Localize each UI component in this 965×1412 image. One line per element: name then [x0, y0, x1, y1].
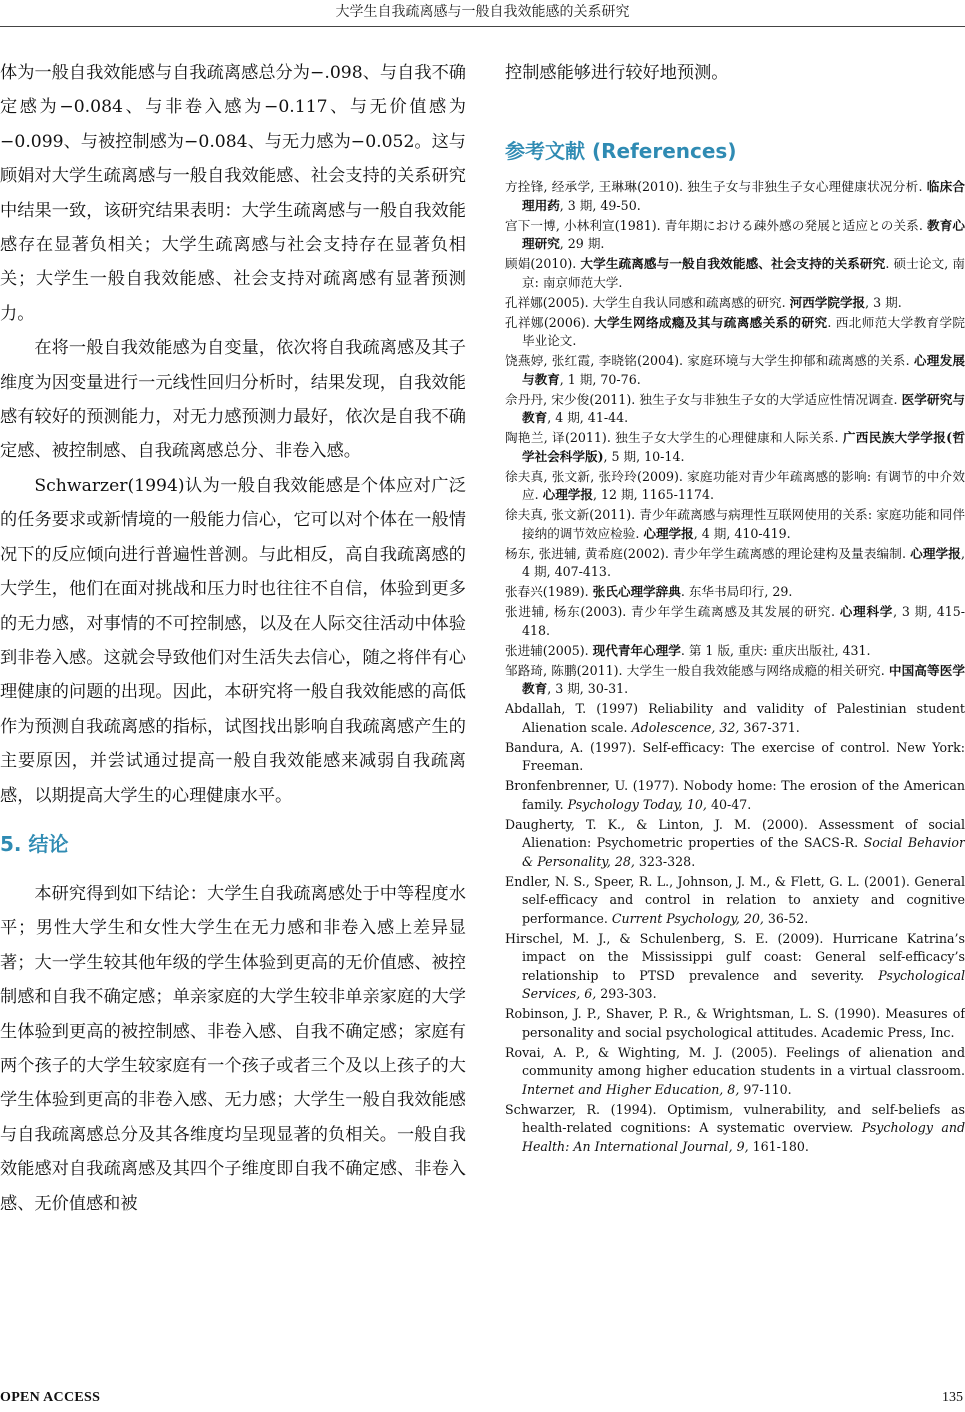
reference-item	[505, 352, 965, 389]
reference-item	[505, 700, 965, 737]
reference-text: 孔祥娜(2006).	[505, 314, 595, 330]
reference-text: 张春兴(1989).	[505, 584, 593, 600]
reference-details: , 4 期, 407-413.	[522, 545, 965, 580]
reference-details: . 西北师范大学教育学院毕业论文.	[522, 314, 965, 349]
reference-details: , 4 期, 41-44.	[547, 410, 629, 426]
reference-details: , 3 期.	[865, 294, 902, 310]
reference-journal: Psychological Services, 6,	[522, 967, 965, 1002]
reference-text: 孔祥娜(2005). 大学生自我认同感和疏离感的研究.	[505, 294, 790, 310]
reference-text: 杨东, 张进辅, 黄希庭(2002). 青少年学生疏离感的理论建构及量表编制.	[505, 545, 911, 561]
open-access-label: OPEN ACCESS	[0, 1390, 101, 1405]
body-paragraph: 在将一般自我效能感为自变量，依次将自我疏离感及其子维度为因变量进行一元线性回归分析时，结果发现，自我效能感有较好的预测能力，对无力感预测力最好，依次是自我不确定感、被控制感、自我疏离感总分、非卷入感。	[0, 338, 466, 462]
reference-details: . 硕士论文, 南京: 南京师范大学.	[522, 256, 965, 290]
reference-text: 张进辅(2005).	[505, 642, 593, 658]
reference-journal: 心理学报	[542, 487, 593, 503]
reference-details: , 3 期, 49-50.	[559, 197, 641, 213]
reference-text: 邹路琦, 陈鹏(2011). 大学生一般自我效能感与网络成瘾的相关研究.	[505, 662, 889, 678]
body-paragraph: 体为一般自我效能感与自我疏离感总分为−.098、与自我不确定感为−0.084、与非卷入感为−0.117、与无价值感为−0.099、与被控制感为−0.084、与无力感为−0.052。这与顾娟对大学生疏离感与一般自我效能感、社会支持的关系研究中结果一致，该研究结果表明：大学生疏离感与一般自我效能感存在显著负相关；大学生疏离感与社会支持存在显著负相关；大学生一般自我效能感、社会支持对疏离感有显著预测力。	[0, 63, 466, 324]
body-paragraph: 本研究得到如下结论：大学生自我疏离感处于中等程度水平；男性大学生和女性大学生在无力感和非卷入感上差异显著；大一学生较其他年级的学生体验到更高的无价值感、被控制感和自我不确定感；单亲家庭的大学生较非单亲家庭的大学生体验到更高的被控制感、非卷入感、自我不确定感；家庭有两个孩子的大学生较家庭有一个孩子或者三个及以上孩子的大学生体验到更高的非卷入感、无力感；大学生一般自我效能感与自我疏离感总分及其各维度均呈现显著的负相关。一般自我效能感对自我疏离感及其四个子维度即自我不确定感、非卷入感、无价值感和被	[0, 883, 466, 1214]
reference-item	[505, 930, 965, 1004]
reference-text: 佘丹丹, 宋少俊(2011). 独生子女与非独生子女的大学适应性情况调查.	[505, 391, 902, 407]
reference-details: 97-110.	[739, 1081, 792, 1097]
reference-details: , 5 期, 10-14.	[603, 448, 685, 464]
reference-item	[505, 468, 965, 505]
header-rule	[0, 26, 965, 27]
reference-text: Endler, N. S., Speer, R. L., Johnson, J. M., & Flett, G. L. (2001). General self-efficacy and control in relation to anxiety and cognitive performance.	[505, 873, 965, 926]
reference-journal: Adolescence, 32,	[631, 719, 740, 735]
reference-text: Daugherty, T. K., & Linton, J. M. (2000). Assessment of social Alienation: Psychometric properties of the SACS-R.	[505, 816, 965, 851]
reference-text: 徐夫真, 张文新, 张玲玲(2009). 家庭功能对青少年疏离感的影响: 有调节的中介效应.	[505, 468, 965, 503]
reference-journal: 心理学报	[643, 525, 694, 541]
reference-item	[505, 217, 965, 254]
reference-item	[505, 603, 965, 640]
reference-item	[505, 391, 965, 428]
reference-journal: 临床合理用药	[522, 179, 965, 213]
reference-text: Bandura, A. (1997). Self-efficacy: The exercise of control. New York: Freeman.	[505, 739, 965, 774]
reference-journal: 大学生疏离感与一般自我效能感、社会支持的关系研究	[580, 256, 886, 272]
reference-details: , 1 期, 70-76.	[559, 371, 641, 387]
body-paragraph-continuation: 控制感能够进行较好地预测。	[505, 63, 729, 83]
page-number: 135	[942, 1390, 963, 1405]
reference-item	[505, 777, 965, 814]
reference-item	[505, 178, 965, 215]
reference-item	[505, 255, 965, 292]
references-title: 参考文献 (References)	[505, 139, 737, 164]
reference-item	[505, 506, 965, 543]
reference-journal: Social Behavior & Personality, 28,	[522, 835, 965, 869]
reference-item	[505, 429, 965, 466]
reference-details: 36-52.	[763, 910, 809, 926]
reference-details: , 29 期.	[559, 236, 605, 252]
section-title: 5. 结论	[0, 831, 69, 856]
reference-details: , 3 期, 30-31.	[547, 681, 629, 697]
reference-details: 161-180.	[748, 1138, 809, 1154]
reference-item	[505, 1044, 965, 1100]
reference-text: 方拴锋, 经承学, 王琳琳(2010). 独生子女与非独生子女心理健康状况分析.	[505, 179, 927, 195]
reference-item	[505, 642, 965, 661]
reference-item	[505, 583, 965, 602]
reference-item	[505, 873, 965, 929]
reference-journal: 大学生网络成瘾及其与疏离感关系的研究	[594, 314, 828, 330]
reference-journal: 医学研究与教育	[522, 391, 965, 426]
reference-item	[505, 545, 965, 582]
reference-journal: Psychology and Health: An International Journal, 9,	[522, 1120, 965, 1154]
reference-item	[505, 1101, 965, 1157]
reference-text: Robinson, J. P., Shaver, P. R., & Wrightsman, L. S. (1990). Measures of personality and social psychological attitudes. Academic Press, Inc.	[505, 1006, 965, 1040]
reference-text: Bronfenbrenner, U. (1977). Nobody home: The erosion of the American family.	[505, 778, 965, 812]
right-column	[505, 56, 965, 1158]
reference-text: 宫下一博, 小林利宣(1981). 青年期における疎外感の発展と适应との关系.	[505, 217, 927, 233]
reference-details: . 第 1 版, 重庆: 重庆出版社, 431.	[680, 642, 871, 658]
reference-journal: 张氏心理学辞典	[592, 584, 681, 600]
reference-text: 陶艳兰, 译(2011). 独生子女大学生的心理健康和人际关系.	[505, 430, 843, 446]
reference-journal: 广西民族大学学报(哲学社会科学版)	[522, 430, 965, 464]
reference-journal: 现代青年心理学	[592, 642, 681, 658]
reference-text: 张进辅, 杨东(2003). 青少年学生疏离感及其发展的研究.	[505, 604, 840, 620]
reference-details: 323-328.	[634, 853, 696, 869]
reference-journal: Psychology Today, 10,	[567, 796, 707, 812]
left-column	[0, 56, 466, 1221]
reference-details: , 4 期, 410-419.	[693, 525, 791, 541]
reference-item	[505, 294, 965, 313]
reference-text: Rovai, A. P., & Wighting, M. J. (2005). Feelings of alienation and community among higher education students in a virtual classroom.	[505, 1044, 965, 1079]
reference-text: 饶燕婷, 张红霞, 李晓铭(2004). 家庭环境与大学生抑郁和疏离感的关系.	[505, 353, 914, 369]
body-paragraph: Schwarzer(1994)认为一般自我效能感是个体应对广泛的任务要求或新情境的一般能力信心，它可以对个体在一般情况下的反应倾向进行普遍性普测。与此相反，高自我疏离感的大学生，他们在面对挑战和压力时也往往不自信，体验到更多的无力感，对事情的不可控制感，以及在人际交往活动中体验到非卷入感。这就会导致他们对生活失去信心，随之将伴有心理健康的问题的出现。因此，本研究将一般自我效能感的高低作为预测自我疏离感的指标，试图找出影响自我疏离感产生的主要原因，并尝试通过提高一般自我效能感来减弱自我疏离感，以期提高大学生的心理健康水平。	[0, 475, 466, 806]
reference-text: Schwarzer, R. (1994). Optimism, vulnerability, and self-beliefs as health-related cognitions: A systematic overview.	[505, 1101, 965, 1136]
reference-details: . 东华书局印行, 29.	[680, 584, 793, 600]
reference-journal: 河西学院学报	[789, 294, 866, 310]
reference-journal: 心理发展与教育	[522, 353, 965, 387]
reference-journal: 教育心理研究	[522, 217, 965, 252]
reference-item	[505, 739, 965, 776]
reference-details: , 12 期, 1165-1174.	[592, 487, 714, 503]
reference-item	[505, 314, 965, 351]
reference-text: 徐夫真, 张文新(2011). 青少年疏离感与病理性互联网使用的关系: 家庭功能和同伴接纳的调节效应检验.	[505, 507, 965, 541]
reference-text: 顾娟(2010).	[505, 256, 581, 272]
reference-journal: 心理学报	[910, 545, 961, 561]
reference-list	[505, 178, 965, 1156]
reference-item	[505, 662, 965, 699]
reference-text: Hirschel, M. J., & Schulenberg, S. E. (2009). Hurricane Katrina’s impact on the Mississippi gulf coast: General self-efficacy’s relationship to PTSD prevalence and severity.	[505, 930, 965, 983]
reference-details: 367-371.	[739, 719, 800, 735]
reference-details: , 3 期, 415-418.	[522, 604, 965, 638]
reference-journal: Current Psychology, 20,	[611, 910, 764, 926]
reference-details: 40-47.	[706, 796, 752, 812]
reference-journal: Internet and Higher Education, 8,	[522, 1081, 740, 1097]
running-title: 大学生自我疏离感与一般自我效能感的关系研究	[335, 4, 630, 20]
reference-journal: 心理科学	[839, 604, 894, 620]
reference-details: 293-303.	[596, 986, 657, 1002]
reference-journal: 中国高等医学教育	[522, 662, 965, 697]
reference-text: Abdallah, T. (1997) Reliability and validity of Palestinian student Alienation scale.	[505, 701, 965, 735]
reference-item	[505, 1005, 965, 1042]
reference-item	[505, 816, 965, 872]
